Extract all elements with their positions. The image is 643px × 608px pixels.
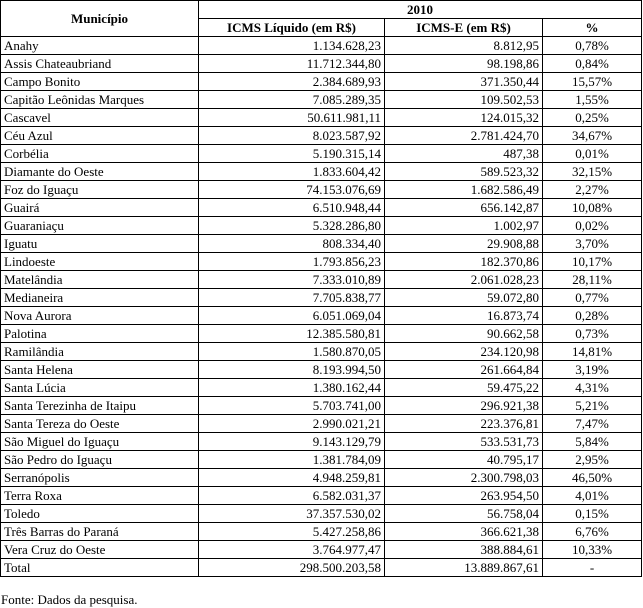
cell-icms: 5.190.315,14	[199, 145, 385, 163]
table-row	[1, 523, 642, 541]
cell-municipio: Ramilândia	[1, 343, 199, 361]
cell-icms: 1.381.784,09	[199, 451, 385, 469]
cell-icms: 1.833.604,42	[199, 163, 385, 181]
table-row	[1, 289, 642, 307]
cell-pct: 0,25%	[543, 109, 642, 127]
cell-pct: 0,73%	[543, 325, 642, 343]
table-row	[1, 325, 642, 343]
cell-pct: 10,17%	[543, 253, 642, 271]
cell-municipio: Anahy	[1, 37, 199, 55]
cell-icmse: 533.531,73	[385, 433, 543, 451]
cell-icmse: 2.781.424,70	[385, 127, 543, 145]
column-header-icms: ICMS Líquido (em R$)	[199, 19, 385, 37]
cell-pct: 5,21%	[543, 397, 642, 415]
cell-icmse: 59.475,22	[385, 379, 543, 397]
table-row	[1, 145, 642, 163]
cell-icms: 74.153.076,69	[199, 181, 385, 199]
cell-icmse: 29.908,88	[385, 235, 543, 253]
table-header	[1, 1, 642, 37]
cell-pct: 3,70%	[543, 235, 642, 253]
cell-pct: 0,78%	[543, 37, 642, 55]
cell-municipio: Guairá	[1, 199, 199, 217]
cell-municipio: Diamante do Oeste	[1, 163, 199, 181]
table-row	[1, 415, 642, 433]
cell-icmse: 2.300.798,03	[385, 469, 543, 487]
table-row	[1, 37, 642, 55]
cell-icms: 7.333.010,89	[199, 271, 385, 289]
cell-icmse: 182.370,86	[385, 253, 543, 271]
table-row	[1, 397, 642, 415]
cell-icmse: 16.873,74	[385, 307, 543, 325]
cell-icmse: 388.884,61	[385, 541, 543, 559]
column-header-pct: %	[543, 19, 642, 37]
cell-icmse: 366.621,38	[385, 523, 543, 541]
cell-pct: 0,02%	[543, 217, 642, 235]
cell-municipio: Nova Aurora	[1, 307, 199, 325]
cell-pct: 46,50%	[543, 469, 642, 487]
cell-pct: 1,55%	[543, 91, 642, 109]
cell-municipio: Toledo	[1, 505, 199, 523]
table-row	[1, 505, 642, 523]
cell-pct: 32,15%	[543, 163, 642, 181]
cell-icmse: 8.812,95	[385, 37, 543, 55]
cell-municipio: Vera Cruz do Oeste	[1, 541, 199, 559]
cell-municipio: Santa Helena	[1, 361, 199, 379]
cell-icms: 50.611.981,11	[199, 109, 385, 127]
cell-municipio: Medianeira	[1, 289, 199, 307]
cell-pct: 10,08%	[543, 199, 642, 217]
table-row	[1, 469, 642, 487]
cell-icms: 6.510.948,44	[199, 199, 385, 217]
cell-pct: 28,11%	[543, 271, 642, 289]
cell-icmse: 589.523,32	[385, 163, 543, 181]
cell-icms: 2.990.021,21	[199, 415, 385, 433]
cell-pct: 6,76%	[543, 523, 642, 541]
table-row	[1, 73, 642, 91]
cell-municipio: Palotina	[1, 325, 199, 343]
cell-municipio: Terra Roxa	[1, 487, 199, 505]
cell-icms: 2.384.689,93	[199, 73, 385, 91]
table-body	[1, 37, 642, 559]
column-header-year: 2010	[199, 1, 642, 19]
cell-icms: 1.793.856,23	[199, 253, 385, 271]
table-row	[1, 253, 642, 271]
table-row	[1, 433, 642, 451]
cell-pct: 14,81%	[543, 343, 642, 361]
cell-municipio: Santa Tereza do Oeste	[1, 415, 199, 433]
table-row	[1, 91, 642, 109]
cell-pct: 3,19%	[543, 361, 642, 379]
cell-icmse: 98.198,86	[385, 55, 543, 73]
table-row	[1, 451, 642, 469]
table-row	[1, 487, 642, 505]
table-row	[1, 217, 642, 235]
total-icms: 298.500.203,58	[199, 559, 385, 577]
table-row	[1, 307, 642, 325]
cell-icmse: 2.061.028,23	[385, 271, 543, 289]
table-row	[1, 235, 642, 253]
table-row	[1, 181, 642, 199]
cell-icmse: 59.072,80	[385, 289, 543, 307]
cell-icms: 3.764.977,47	[199, 541, 385, 559]
cell-icms: 1.580.870,05	[199, 343, 385, 361]
cell-pct: 15,57%	[543, 73, 642, 91]
cell-pct: 4,31%	[543, 379, 642, 397]
cell-icmse: 487,38	[385, 145, 543, 163]
cell-icmse: 90.662,58	[385, 325, 543, 343]
cell-icms: 6.051.069,04	[199, 307, 385, 325]
header-row-year	[1, 1, 642, 19]
table-row	[1, 163, 642, 181]
cell-icmse: 656.142,87	[385, 199, 543, 217]
cell-pct: 2,27%	[543, 181, 642, 199]
cell-icms: 12.385.580,81	[199, 325, 385, 343]
cell-icmse: 56.758,04	[385, 505, 543, 523]
cell-icmse: 109.502,53	[385, 91, 543, 109]
cell-icmse: 40.795,17	[385, 451, 543, 469]
cell-icms: 9.143.129,79	[199, 433, 385, 451]
table-row	[1, 55, 642, 73]
table-row	[1, 361, 642, 379]
cell-municipio: Guaraniaçu	[1, 217, 199, 235]
cell-icmse: 124.015,32	[385, 109, 543, 127]
cell-municipio: Cascavel	[1, 109, 199, 127]
cell-pct: 5,84%	[543, 433, 642, 451]
cell-icms: 5.328.286,80	[199, 217, 385, 235]
cell-icms: 7.085.289,35	[199, 91, 385, 109]
table-row	[1, 343, 642, 361]
cell-municipio: Céu Azul	[1, 127, 199, 145]
column-header-icmse: ICMS-E (em R$)	[385, 19, 543, 37]
cell-icms: 1.380.162,44	[199, 379, 385, 397]
cell-municipio: Foz do Iguaçu	[1, 181, 199, 199]
cell-municipio: Lindoeste	[1, 253, 199, 271]
cell-icms: 7.705.838,77	[199, 289, 385, 307]
cell-municipio: Matelândia	[1, 271, 199, 289]
cell-icmse: 1.682.586,49	[385, 181, 543, 199]
cell-icmse: 263.954,50	[385, 487, 543, 505]
cell-pct: 0,77%	[543, 289, 642, 307]
cell-pct: 0,84%	[543, 55, 642, 73]
cell-municipio: Iguatu	[1, 235, 199, 253]
cell-municipio: Santa Terezinha de Itaipu	[1, 397, 199, 415]
cell-municipio: São Pedro do Iguaçu	[1, 451, 199, 469]
table-row	[1, 109, 642, 127]
cell-icms: 808.334,40	[199, 235, 385, 253]
table-row	[1, 271, 642, 289]
cell-icmse: 223.376,81	[385, 415, 543, 433]
total-label: Total	[1, 559, 199, 577]
cell-pct: 2,95%	[543, 451, 642, 469]
cell-icms: 5.703.741,00	[199, 397, 385, 415]
table-row	[1, 379, 642, 397]
cell-municipio: São Miguel do Iguaçu	[1, 433, 199, 451]
source-note: Fonte: Dados da pesquisa.	[1, 592, 138, 607]
cell-pct: 0,01%	[543, 145, 642, 163]
cell-pct: 4,01%	[543, 487, 642, 505]
cell-icms: 6.582.031,37	[199, 487, 385, 505]
table-footer	[1, 559, 642, 577]
cell-pct: 0,15%	[543, 505, 642, 523]
cell-pct: 7,47%	[543, 415, 642, 433]
cell-icms: 37.357.530,02	[199, 505, 385, 523]
cell-icms: 5.427.258,86	[199, 523, 385, 541]
total-pct: -	[543, 559, 642, 577]
cell-icms: 8.023.587,92	[199, 127, 385, 145]
cell-icmse: 296.921,38	[385, 397, 543, 415]
cell-icms: 1.134.628,23	[199, 37, 385, 55]
cell-municipio: Serranópolis	[1, 469, 199, 487]
cell-pct: 0,28%	[543, 307, 642, 325]
cell-icms: 11.712.344,80	[199, 55, 385, 73]
cell-municipio: Corbélia	[1, 145, 199, 163]
cell-municipio: Capitão Leônidas Marques	[1, 91, 199, 109]
cell-pct: 10,33%	[543, 541, 642, 559]
table-row	[1, 199, 642, 217]
cell-icmse: 1.002,97	[385, 217, 543, 235]
cell-municipio: Três Barras do Paraná	[1, 523, 199, 541]
cell-icmse: 261.664,84	[385, 361, 543, 379]
cell-municipio: Campo Bonito	[1, 73, 199, 91]
column-header-municipio: Município	[1, 1, 199, 37]
cell-icmse: 371.350,44	[385, 73, 543, 91]
cell-icmse: 234.120,98	[385, 343, 543, 361]
cell-pct: 34,67%	[543, 127, 642, 145]
table-row	[1, 127, 642, 145]
cell-icms: 8.193.994,50	[199, 361, 385, 379]
total-icmse: 13.889.867,61	[385, 559, 543, 577]
cell-municipio: Assis Chateaubriand	[1, 55, 199, 73]
cell-icms: 4.948.259,81	[199, 469, 385, 487]
table-row	[1, 541, 642, 559]
cell-municipio: Santa Lúcia	[1, 379, 199, 397]
total-row	[1, 559, 642, 577]
